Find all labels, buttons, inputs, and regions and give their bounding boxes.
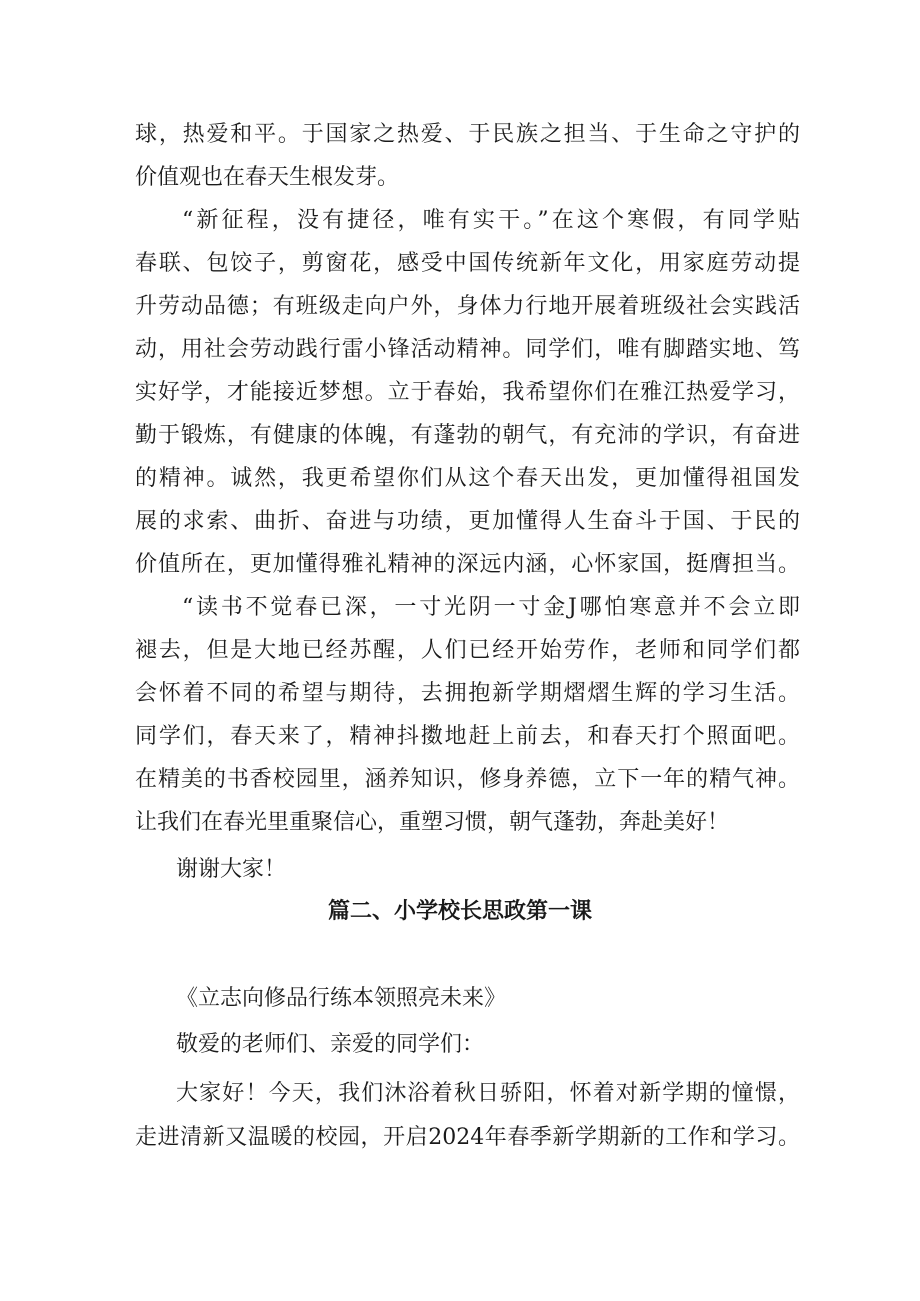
text-line: 动，用社会劳动践行雷小锋活动精神。同学们，唯有脚踏实地、笃 [135,337,800,362]
text-line: “新征程，没有捷径，唯有实干。”在这个寒假，有同学贴 [182,208,800,233]
text-line: 在精美的书香校园里，涵养知识，修身养德，立下一年的精气神。 [135,767,800,792]
text-line: 升劳动品德；有班级走向户外，身体力行地开展着班级社会实践活 [135,294,800,319]
section-heading: 篇二、小学校长思政第一课 [327,899,592,924]
text-line: 实好学，才能接近梦想。立于春始，我希望你们在雅江热爱学习， [135,380,800,405]
text-line: 价值所在，更加懂得雅礼精神的深远内涵，心怀家国，挺膺担当。 [135,552,800,577]
text-line: 展的求索、曲折、奋进与功绩，更加懂得人生奋斗于国、于民的 [135,509,800,534]
text-line: 让我们在春光里重聚信心，重塑习惯，朝气蓬勃，奔赴美好！ [135,810,730,835]
speech-title: 《立志向修品行练本领照亮未来》 [176,986,507,1011]
text-line: 大家好！今天，我们沐浴着秋日骄阳，怀着对新学期的憧憬， [176,1081,800,1106]
text-line: 的精神。诚然，我更希望你们从这个春天出发，更加懂得祖国发 [135,466,800,491]
text-line: 褪去，但是大地已经苏醒，人们已经开始劳作，老师和同学们都 [135,638,800,663]
closing-line: 谢谢大家！ [176,857,287,882]
text-line: 价值观也在春天生根发芽。 [135,165,400,190]
text-line: 勤于锻炼，有健康的体魄，有蓬勃的朝气，有充沛的学识，有奋进 [135,423,800,448]
text-line: 会怀着不同的希望与期待，去拥抱新学期熠熠生辉的学习生活。 [135,681,800,706]
text-line: “读书不觉春已深，一寸光阴一寸金J哪怕寒意并不会立即 [182,595,800,620]
speech-greeting: 敬爱的老师们、亲爱的同学们： [176,1032,485,1057]
text-line: 走进清新又温暖的校园，开启2024年春季新学期新的工作和学习。 [135,1125,800,1150]
text-line: 同学们，春天来了，精神抖擞地赶上前去，和春天打个照面吧。 [135,724,800,749]
text-line: 球，热爱和平。于国家之热爱、于民族之担当、于生命之守护的 [135,122,800,147]
text-line: 春联、包饺子，剪窗花，感受中国传统新年文化，用家庭劳动提 [135,251,800,276]
